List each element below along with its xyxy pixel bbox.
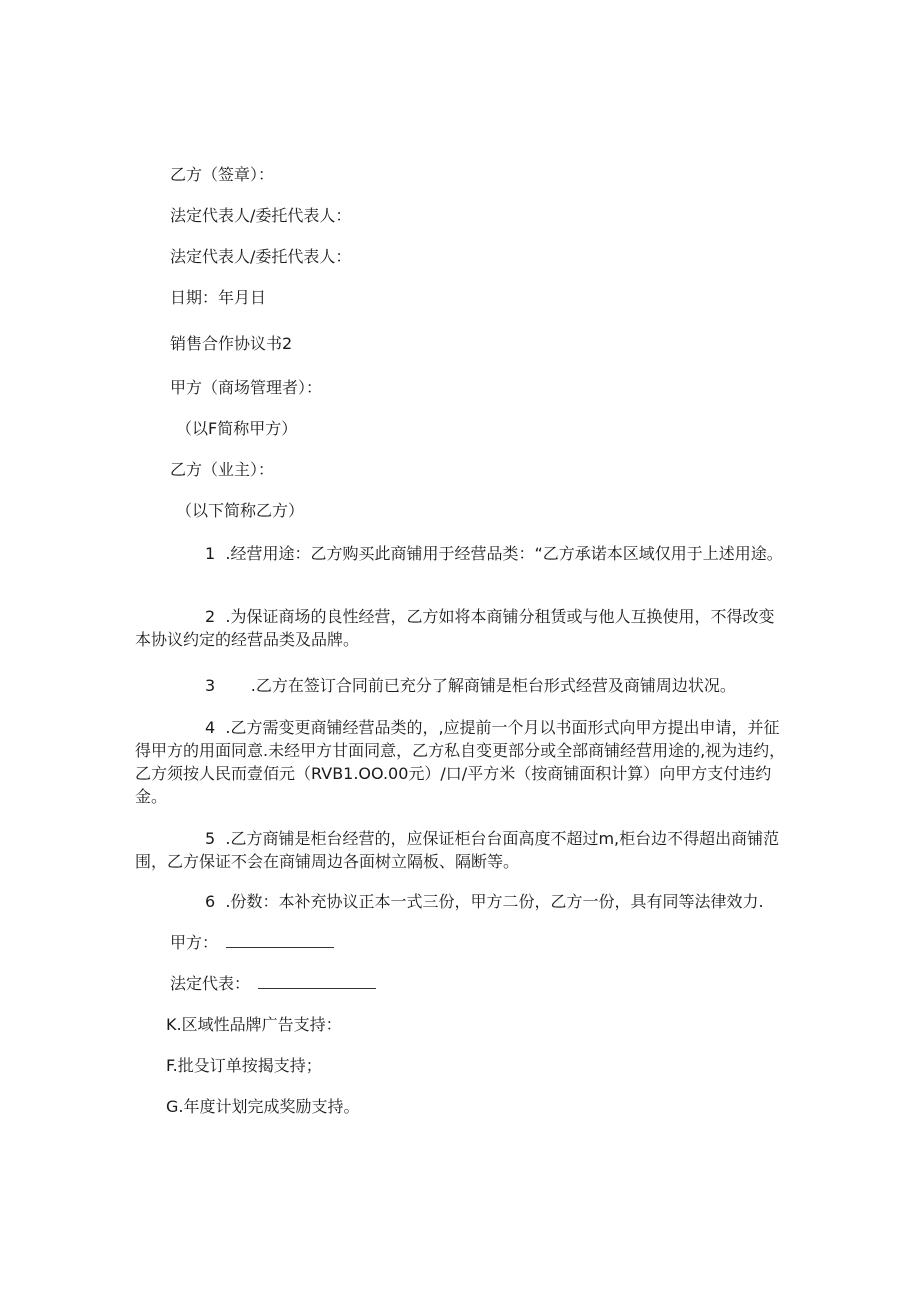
legal-rep-line-1: 法定代表人/委托代表人： xyxy=(170,206,352,225)
clause-text: .乙方商铺是柜台经营的，应保证柜台台面高度不超过m,柜台边不得超出商铺范围，乙方保证不会在商铺周边各面树立隔板、隔断等。 xyxy=(135,829,780,871)
document-title: 销售合作协议书2 xyxy=(170,334,293,353)
support-item-g: G.年度计划完成奖励支持。 xyxy=(166,1097,360,1116)
clause-text: .经营用途：乙方购买此商铺用于经营品类：“乙方承诺本区域仅用于上述用途。 xyxy=(225,544,783,563)
clause-4 xyxy=(135,716,790,808)
clause-3 xyxy=(135,674,790,697)
clause-text: .份数：本补充协议正本一式三份，甲方二份，乙方一份，具有同等法律效力. xyxy=(225,892,764,911)
clause-number: 5 xyxy=(205,829,216,848)
legal-rep-signature-blank[interactable] xyxy=(258,974,376,989)
legal-rep-line-2: 法定代表人/委托代表人： xyxy=(170,247,352,266)
clause-number: 6 xyxy=(205,892,216,911)
clause-text: .乙方需变更商铺经营品类的，,应提前一个月以书面形式向甲方提出申请，并征得甲方的用面同意.未经甲方甘面同意，乙方私自变更部分或全部商铺经营用途的,视为违约，乙方须按人民而壹佰元（RVB1.OO.00元）/口/平方米（按商铺面积计算）向甲方支付违约金。 xyxy=(135,718,786,806)
clause-number: 1 xyxy=(205,544,216,563)
clause-number: 3 xyxy=(205,676,216,695)
legal-rep-signature-label: 法定代表： xyxy=(170,974,251,993)
party-a-line: 甲方（商场管理者）： xyxy=(170,378,323,397)
clause-1 xyxy=(135,542,790,565)
clause-text: .为保证商场的良性经营，乙方如将本商铺分租赁或与他人互换使用，不得改变本协议约定的经营品类及品牌。 xyxy=(135,607,775,649)
support-item-f: F.批殳订单按揭支持； xyxy=(166,1056,322,1075)
clause-6 xyxy=(135,890,790,913)
clause-5 xyxy=(135,827,790,873)
party-a-signature-line xyxy=(170,932,334,954)
party-a-short-line: （以F简称甲方） xyxy=(176,419,298,438)
party-b-line: 乙方（业主）： xyxy=(170,460,275,479)
support-item-k: K.区域性品牌广告支持： xyxy=(166,1015,342,1034)
clause-number: 2 xyxy=(205,607,216,626)
date-line: 日期：年月日 xyxy=(170,288,267,307)
party-b-short-line: （以下简称乙方） xyxy=(176,501,305,520)
legal-rep-signature-line xyxy=(170,973,376,995)
party-a-signature-label: 甲方： xyxy=(170,933,219,952)
party-b-sign-line: 乙方（签章）： xyxy=(170,165,275,184)
clause-2 xyxy=(135,605,790,651)
party-a-signature-blank[interactable] xyxy=(226,933,334,948)
clause-text: .乙方在签订合同前已充分了解商铺是柜台形式经营及商铺周边状况。 xyxy=(250,676,736,695)
clause-number: 4 xyxy=(205,718,216,737)
